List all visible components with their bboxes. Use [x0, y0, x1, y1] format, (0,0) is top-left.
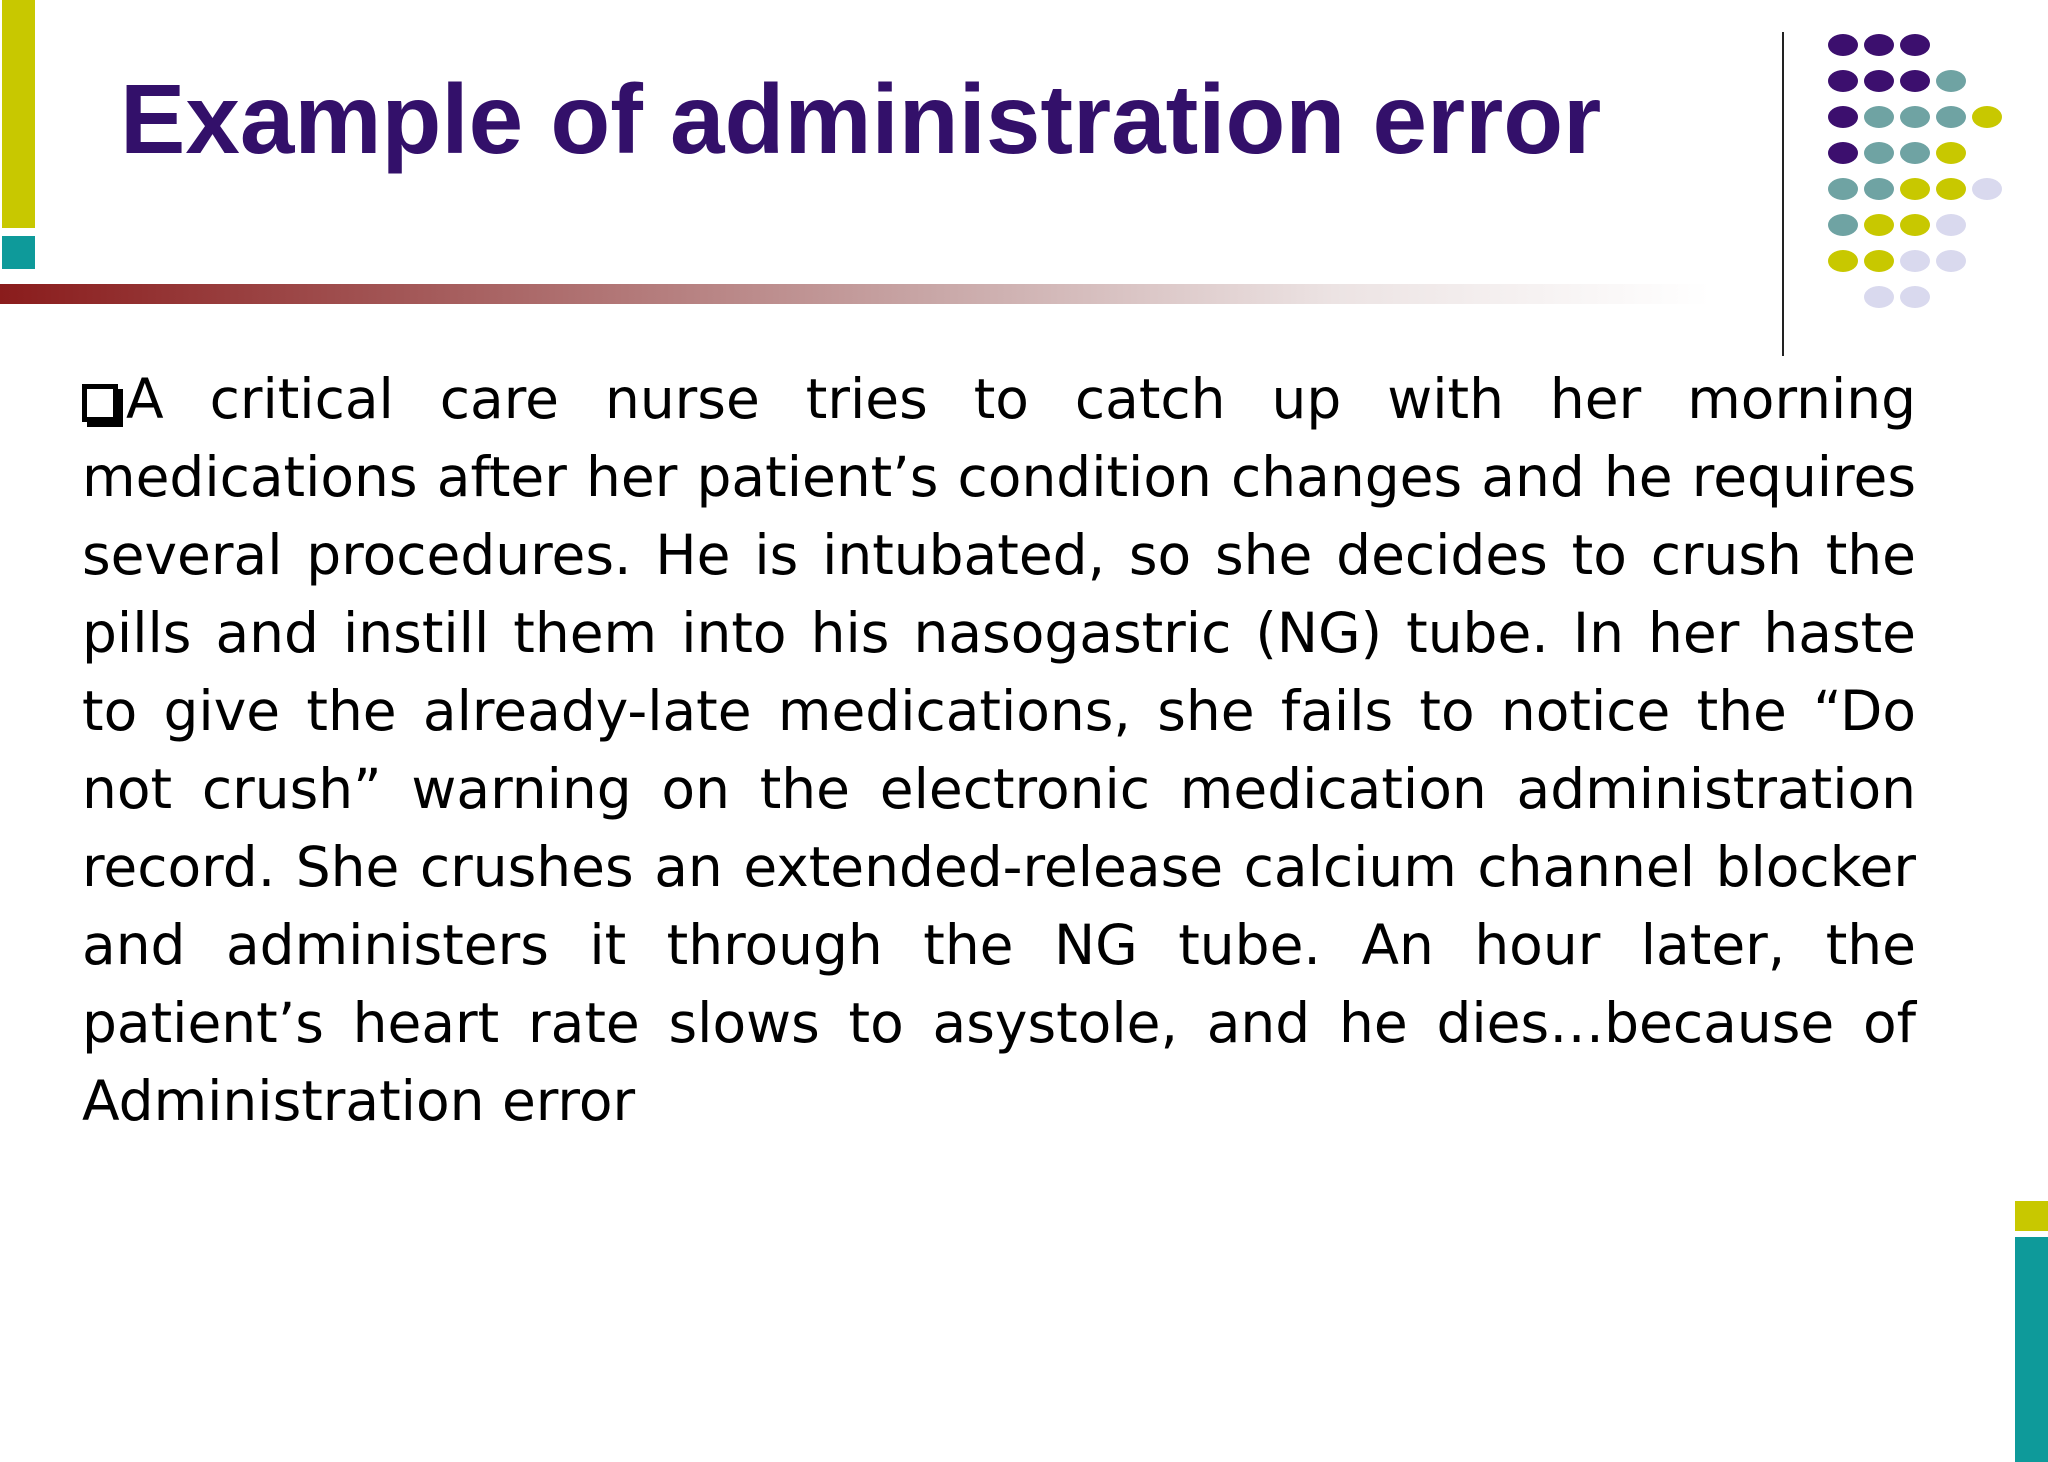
decor-dot — [1936, 142, 1966, 164]
hollow-square-bullet-icon — [82, 384, 118, 422]
decor-dot — [1828, 70, 1858, 92]
decor-dot — [1900, 34, 1930, 56]
decor-dot — [1864, 106, 1894, 128]
decor-dot — [1864, 286, 1894, 308]
decor-dot — [1900, 286, 1930, 308]
decor-dot — [1864, 70, 1894, 92]
decor-dot — [1900, 178, 1930, 200]
slide-title: Example of administration error — [120, 64, 1602, 174]
decor-dot — [1972, 178, 2002, 200]
decor-dot — [1864, 142, 1894, 164]
decor-dot — [1864, 250, 1894, 272]
decor-dot — [1828, 142, 1858, 164]
left-accent-square-teal — [2, 236, 35, 269]
decor-dot — [1828, 214, 1858, 236]
decor-dot — [1900, 70, 1930, 92]
right-accent-bar-teal — [2015, 1237, 2048, 1462]
left-accent-bar-yellow — [2, 0, 35, 228]
decor-dot — [1936, 250, 1966, 272]
decor-dot — [1828, 250, 1858, 272]
decor-dot — [1900, 106, 1930, 128]
decor-dot — [1828, 34, 1858, 56]
title-underline-rule — [0, 284, 1710, 304]
decor-dot — [1972, 106, 2002, 128]
decor-dot — [1900, 250, 1930, 272]
decor-dot — [1864, 214, 1894, 236]
right-accent-square-yellow — [2015, 1201, 2048, 1231]
decor-dot — [1864, 178, 1894, 200]
decor-dot — [1900, 214, 1930, 236]
decor-dot — [1936, 70, 1966, 92]
decor-dot — [1900, 142, 1930, 164]
decor-dot — [1864, 34, 1894, 56]
decor-dot — [1936, 106, 1966, 128]
decor-dot — [1828, 178, 1858, 200]
vertical-separator — [1782, 32, 1784, 356]
decor-dot — [1936, 214, 1966, 236]
decor-dot — [1936, 178, 1966, 200]
body-paragraph: A critical care nurse tries to catch up with her morning medications after her patient’s condition changes and he requires several procedures. He is intubated, so she decides to crush the pills and instill them into his nasogastric (NG) tube. In her haste to give the already-late medications, she fails to notice the “Do not crush” warning on the electronic medication administration record. She crushes an extended-release calcium channel blocker and administers it through the NG tube. An hour later, the patient’s heart rate slows to asystole, and he dies…because of Administration error — [82, 367, 1916, 1133]
decor-dot — [1828, 106, 1858, 128]
slide-body — [82, 360, 1916, 1140]
